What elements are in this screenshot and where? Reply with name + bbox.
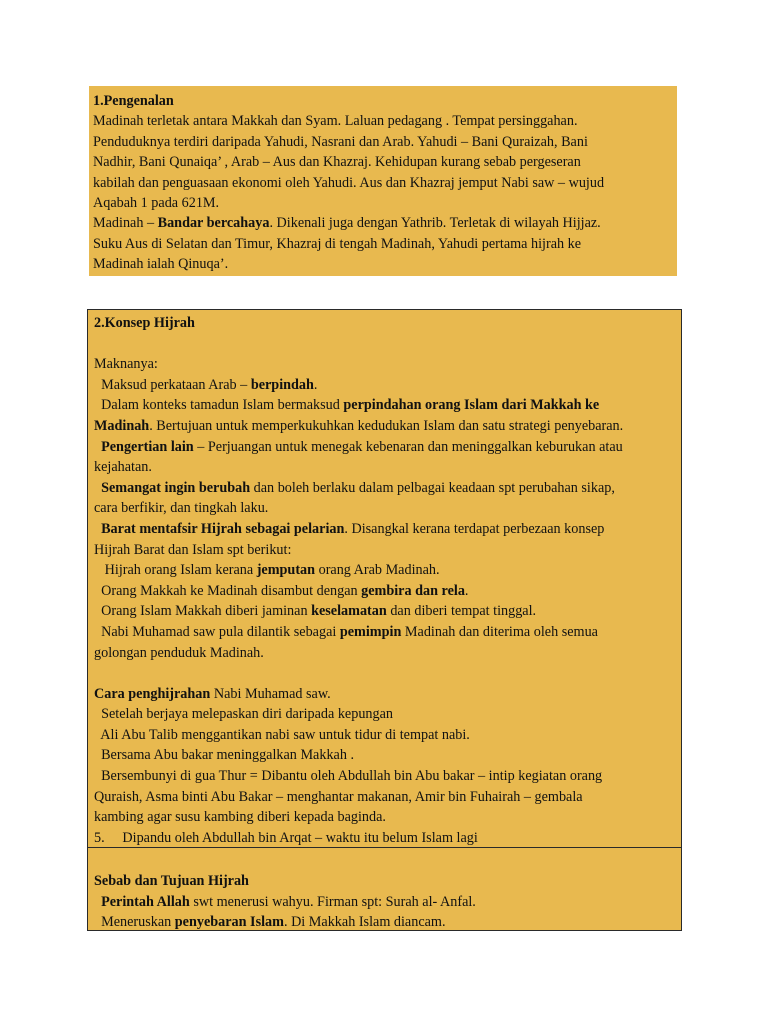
section-title: 1.Pengenalan [93,93,174,109]
list-item: Barat mentafsir Hijrah sebagai pelarian. Disangkal kerana terdapat perbezaan konsep [101,520,605,537]
list-item: Hijrah orang Islam kerana jemputan orang Arab Madinah. [94,562,440,579]
list-item: Bersembunyi di gua Thur = Dibantu oleh Abdullah bin Abu bakar – intip kegiatan orang [94,768,603,785]
list-item-cont: Madinah. Bertujuan untuk memperkukuhkan kedudukan Islam dan satu strategi penyebaran. [94,417,624,434]
list-item-cont: kejahatan. [94,459,152,476]
list-item-cont: Quraish, Asma binti Abu Bakar – menghantar makanan, Amir bin Fuhairah – gembala [94,788,583,805]
list-item-cont: kambing agar susu kambing diberi kepada baginda. [94,809,386,826]
paragraph-line: Aqabah 1 pada 621M. [93,195,220,212]
paragraph-line: kabilah dan penguasaan ekonomi oleh Yahudi. Aus dan Khazraj jemput Nabi saw – wujud [93,174,605,191]
list-item: Meneruskan penyebaran Islam. Di Makkah Islam diancam. [94,914,446,931]
list-item: Setelah berjaya melepaskan diri daripada kepungan [94,706,393,723]
paragraph-line: Madinah ialah Qinuqa’. [93,256,229,273]
list-item: Dalam konteks tamadun Islam bermaksud perpindahan orang Islam dari Makkah ke [94,397,600,414]
paragraph-line: Madinah terletak antara Makkah dan Syam. Laluan pedagang . Tempat persinggahan. [93,113,578,130]
list-item: Orang Makkah ke Madinah disambut dengan gembira dan rela. [94,582,469,599]
list-item: Semangat ingin berubah dan boleh berlaku dalam pelbagai keadaan spt perubahan sikap, [101,479,615,496]
section-title: Sebab dan Tujuan Hijrah [94,873,249,889]
list-item: Nabi Muhamad saw pula dilantik sebagai pemimpin Madinah dan diterima oleh semua [94,623,598,640]
list-item: 5. Dipandu oleh Abdullah bin Arqat – waktu itu belum Islam lagi [94,829,478,846]
list-item: Bersama Abu bakar meninggalkan Makkah . [94,747,355,764]
list-item: Ali Abu Talib menggantikan nabi saw untuk tidur di tempat nabi. [94,726,470,743]
list-item: Orang Islam Makkah diberi jaminan keselamatan dan diberi tempat tinggal. [94,603,537,620]
paragraph-line: Nadhir, Bani Qunaiqa’ , Arab – Aus dan Khazraj. Kehidupan kurang sebab pergeseran [93,154,581,171]
subheading: Maknanya: [94,356,158,373]
paragraph-line: Madinah – Bandar bercahaya. Dikenali juga dengan Yathrib. Terletak di wilayah Hijjaz. [93,215,601,232]
list-item-cont: golongan penduduk Madinah. [94,644,264,661]
paragraph-line: Penduduknya terdiri daripada Yahudi, Nasrani dan Arab. Yahudi – Bani Quraizah, Bani [93,133,588,150]
list-item: Pengertian lain – Perjuangan untuk menegak kebenaran dan meninggalkan keburukan atau [101,438,623,455]
pengenalan-section [89,86,677,276]
sebab-tujuan-section [87,847,682,931]
list-item-cont: Hijrah Barat dan Islam spt berikut: [94,541,292,558]
list-item: Maksud perkataan Arab – berpindah. [94,376,318,393]
subheading: Cara penghijrahan Nabi Muhamad saw. [94,685,331,702]
konsep-hijrah-section [87,309,682,848]
section-title: 2.Konsep Hijrah [94,315,195,331]
paragraph-line: Suku Aus di Selatan dan Timur, Khazraj di tengah Madinah, Yahudi pertama hijrah ke [93,235,582,252]
list-item: Perintah Allah swt menerusi wahyu. Firman spt: Surah al- Anfal. [101,893,476,910]
list-item-cont: cara berfikir, dan tingkah laku. [94,500,269,517]
